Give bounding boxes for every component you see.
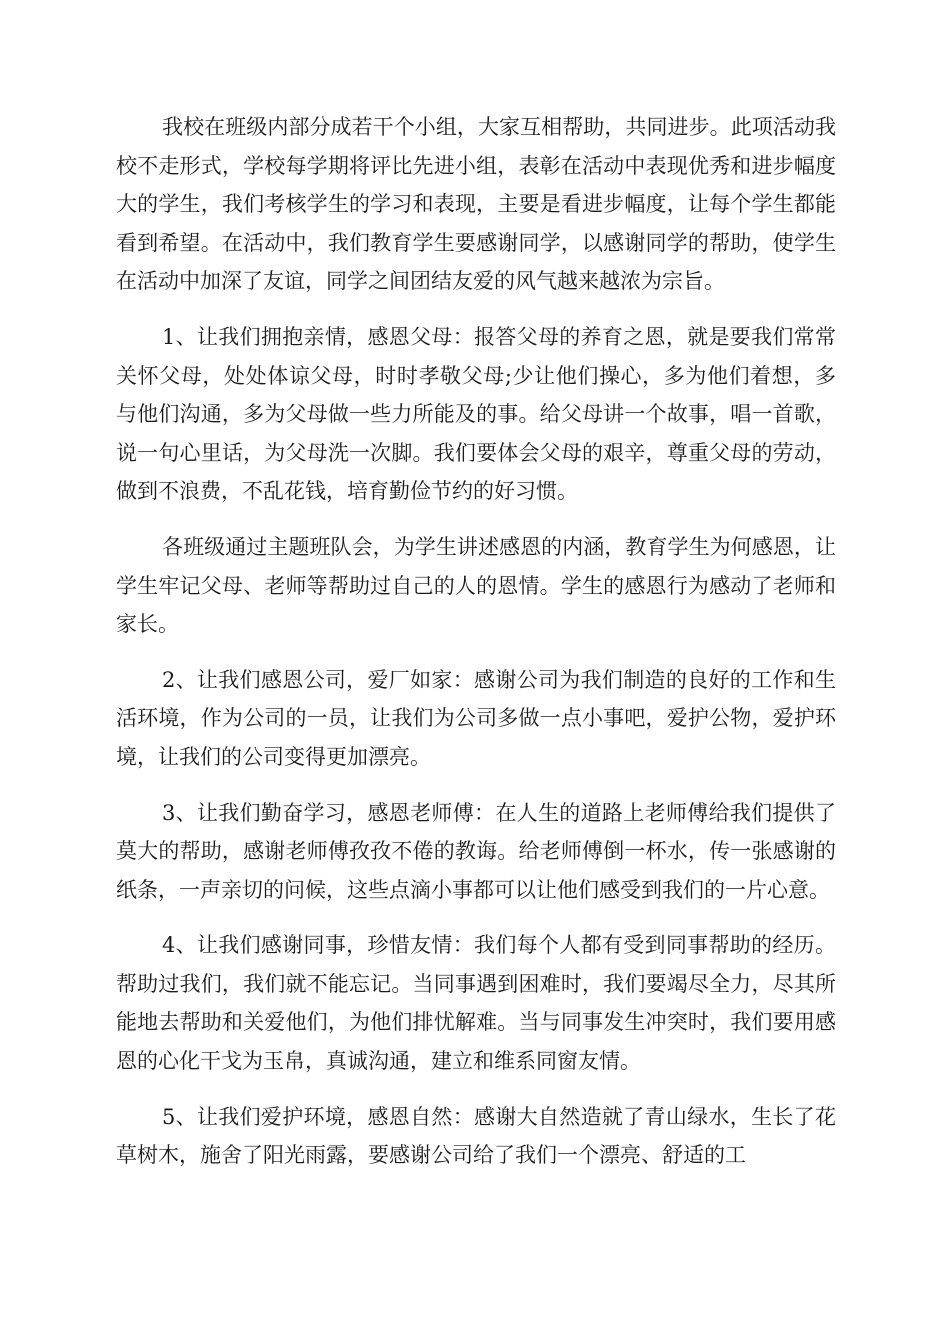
paragraph-item-5-nature: 5、让我们爱护环境，感恩自然：感谢大自然造就了青山绿水，生长了花草树木，施舍了阳光雨露，要感谢公司给了我们一个漂亮、舒适的工 (116, 1104, 836, 1168)
paragraph-item-3-mentors: 3、让我们勤奋学习，感恩老师傅：在人生的道路上老师傅给我们提供了莫大的帮助，感谢老师傅孜孜不倦的教诲。给老师傅倒一杯水，传一张感谢的纸条，一声亲切的问候，这些点滴小事都可以让他们感受到我们的一片心意。 (116, 800, 836, 902)
paragraph-intro: 我校在班级内部分成若干个小组，大家互相帮助，共同进步。此项活动我校不走形式，学校每学期将评比先进小组，表彰在活动中表现优秀和进步幅度大的学生，我们考核学生的学习和表现，主要是看进步幅度，让每个学生都能看到希望。在活动中，我们教育学生要感谢同学，以感谢同学的帮助，使学生在活动中加深了友谊，同学之间团结友爱的风气越来越浓为宗旨。 (116, 115, 836, 294)
paragraph-class-meetings: 各班级通过主题班队会，为学生讲述感恩的内涵，教育学生为何感恩，让学生牢记父母、老师等帮助过自己的人的恩情。学生的感恩行为感动了老师和家长。 (116, 534, 836, 637)
paragraph-item-2-company: 2、让我们感恩公司，爱厂如家：感谢公司为我们制造的良好的工作和生活环境，作为公司的一员，让我们为公司多做一点小事吧，爱护公物，爱护环境，让我们的公司变得更加漂亮。 (116, 667, 836, 769)
paragraph-item-1-parents: 1、让我们拥抱亲情，感恩父母：报答父母的养育之恩，就是要我们常常关怀父母，处处体谅父母，时时孝敬父母;少让他们操心，多为他们着想，多与他们沟通，多为父母做一些力所能及的事。给父母讲一个故事，唱一首歌，说一句心里话，为父母洗一次脚。我们要体会父母的艰辛，尊重父母的劳动，做到不浪费，不乱花钱，培育勤俭节约的好习惯。 (116, 324, 836, 504)
document-body (116, 108, 836, 1192)
paragraph-item-4-colleagues: 4、让我们感谢同事，珍惜友情：我们每个人都有受到同事帮助的经历。帮助过我们，我们就不能忘记。当同事遇到困难时，我们要竭尽全力，尽其所能地去帮助和关爱他们，为他们排忧解难。当与同事发生冲突时，我们要用感恩的心化干戈为玉帛，真诚沟通，建立和维系同窗友情。 (116, 933, 836, 1074)
